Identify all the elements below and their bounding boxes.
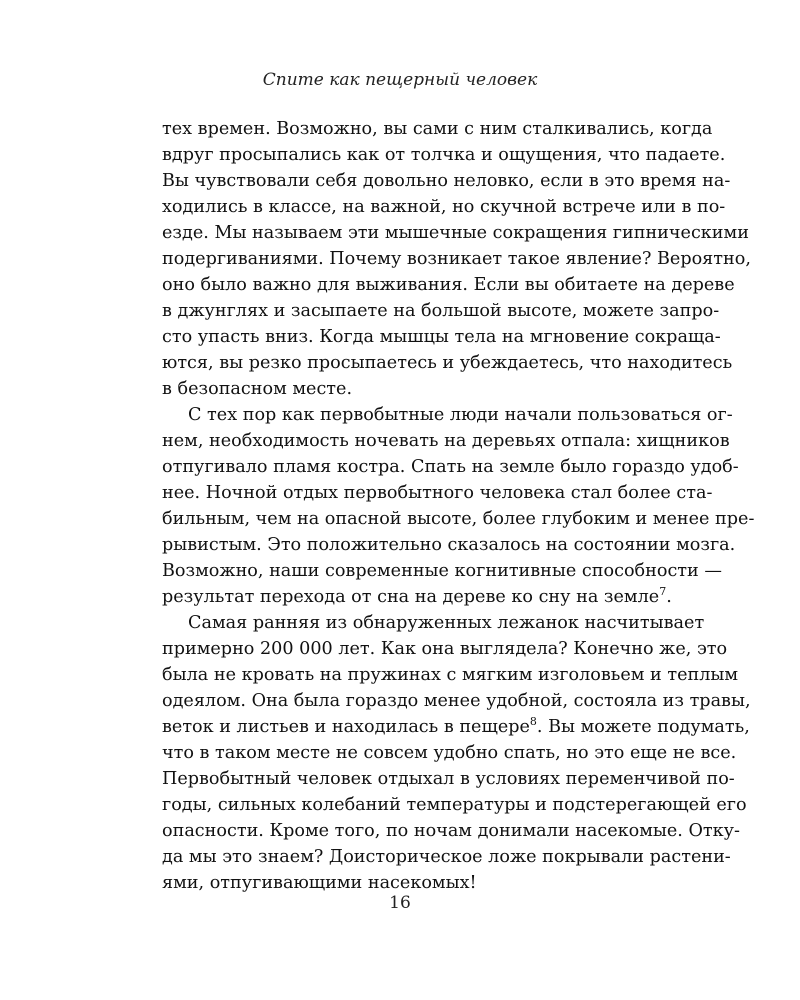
text-line: в джунглях и засыпаете на большой высоте, можете запро- [162,301,720,321]
text-line: ются, вы резко просыпаетесь и убеждаетесь, что находитесь [162,353,733,373]
text-line: Возможно, наши современные когнитивные способности — [162,561,722,581]
text-line: годы, сильных колебаний температуры и подстерегающей его [162,795,747,815]
text-line: одеялом. Она была гораздо менее удобной, состояла из травы, [162,691,751,711]
text-line: тех времен. Возможно, вы сами с ним сталкивались, когда [162,119,713,139]
text-line: Самая ранняя из обнаруженных лежанок насчитывает [188,613,705,633]
text-line: езде. Мы называем эти мышечные сокращения гипническими [162,223,749,243]
text-line: в безопасном месте. [162,379,353,399]
text-line: оно было важно для выживания. Если вы обитаете на дереве [162,275,735,295]
text-line: сто упасть вниз. Когда мышцы тела на мгновение сокраща- [162,327,721,347]
footnote-ref-8: 8 [529,715,537,728]
footnote-ref-7: 7 [659,585,667,598]
text-line: примерно 200 000 лет. Как она выглядела? Конечно же, это [162,639,728,659]
paragraph-3 [162,610,751,896]
paragraph-1 [162,116,751,402]
text-line-suffix: . [666,587,672,607]
text-line-suffix: . Вы можете подумать, [536,717,750,737]
text-line: С тех пор как первобытные люди начали пользоваться ог- [188,405,733,425]
running-header: Спите как пещерный человек [262,70,538,90]
text-line: бильным, чем на опасной высоте, более глубоким и менее пре- [162,509,755,529]
text-line: рывистым. Это положительно сказалось на состоянии мозга. [162,535,736,555]
body-text [162,116,755,896]
text-line: опасности. Кроме того, по ночам донимали насекомые. Отку- [162,821,740,841]
text-line [162,584,702,610]
text-line [162,714,750,740]
text-line: нем, необходимость ночевать на деревьях отпала: хищников [162,431,730,451]
text-line: была не кровать на пружинах с мягким изголовьем и теплым [162,665,739,685]
text-line: Первобытный человек отдыхал в условиях переменчивой по- [162,769,735,789]
text-line: вдруг просыпались как от толчка и ощущения, что падаете. [162,145,726,165]
text-line: да мы это знаем? Доисторическое ложе покрывали растени- [162,847,731,867]
text-line-content: веток и листьев и находилась в пещере [162,717,530,737]
text-line: Вы чувствовали себя довольно неловко, если в это время на- [162,171,731,191]
text-line: нее. Ночной отдых первобытного человека стал более ста- [162,483,713,503]
text-line: ходились в классе, на важной, но скучной встрече или в по- [162,197,726,217]
text-line: подергиваниями. Почему возникает такое явление? Вероятно, [162,249,751,269]
page-number: 16 [389,893,411,913]
text-line: ями, отпугивающими насекомых! [162,873,477,893]
text-line-content: результат перехода от сна на дереве ко сну на земле [162,587,660,607]
text-line: что в таком месте не совсем удобно спать, но это еще не все. [162,743,737,763]
text-line: отпугивало пламя костра. Спать на земле было гораздо удоб- [162,457,739,477]
paragraph-2 [162,402,755,610]
